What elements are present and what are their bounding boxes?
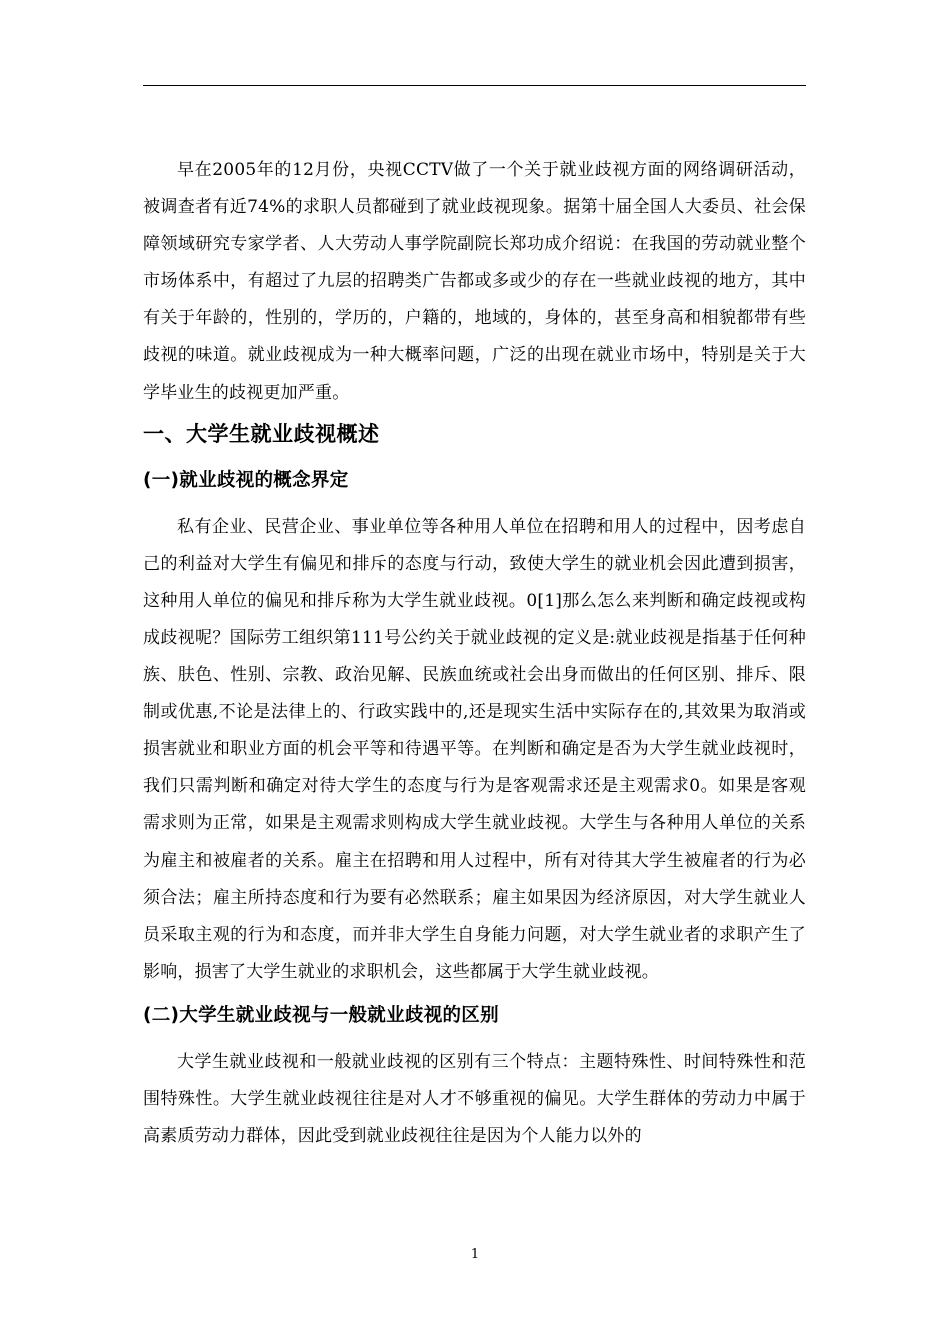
section-heading: 一、大学生就业歧视概述 — [143, 421, 380, 446]
subsection-2-paragraph: 大学生就业歧视和一般就业歧视的区别有三个特点：主题特殊性、时间特殊性和范围特殊性。大学生就业歧视往往是对人才不够重视的偏见。大学生群体的劳动力中属于高素质劳动力群体，因此受到就业歧视往往是因为个人能力以外的 — [143, 1051, 806, 1147]
document-body — [143, 152, 806, 1155]
subsection-1-paragraph: 私有企业、民营企业、事业单位等各种用人单位在招聘和用人的过程中，因考虑自己的利益对大学生有偏见和排斥的态度与行动，致使大学生的就业机会因此遭到损害，这种用人单位的偏见和排斥称为大学生就业歧视。0[1]那么怎么来判断和确定歧视或构成歧视呢？国际劳工组织第111号公约关于就业歧视的定义是:就业歧视是指基于任何种族、肤色、性别、宗教、政治见解、民族血统或社会出身而做出的任何区别、排斥、限制或优惠,不论是法律上的、行政实践中的,还是现实生活中实际存在的,其效果为取消或损害就业和职业方面的机会平等和待遇平等。在判断和确定是否为大学生就业歧视时，我们只需判断和确定对待大学生的态度与行为是客观需求还是主观需求0。如果是客观需求则为正常，如果是主观需求则构成大学生就业歧视。大学生与各种用人单位的关系为雇主和被雇者的关系。雇主在招聘和用人过程中，所有对待其大学生被雇者的行为必须合法；雇主所持态度和行为要有必然联系；雇主如果因为经济原因，对大学生就业人员采取主观的行为和态度，而并非大学生自身能力问题，对大学生就业者的求职产生了影响，损害了大学生就业的求职机会，这些都属于大学生就业歧视。 — [143, 516, 806, 982]
page-number: 1 — [470, 1247, 480, 1262]
intro-paragraph: 早在2005年的12月份，央视CCTV做了一个关于就业歧视方面的网络调研活动，被调查者有近74%的求职人员都碰到了就业歧视现象。据第十届全国人大委员、社会保障领域研究专家学者、人大劳动人事学院副院长郑功成介绍说：在我国的劳动就业整个市场体系中，有超过了九层的招聘类广告都或多或少的存在一些就业歧视的地方，其中有关于年龄的，性别的，学历的，户籍的，地域的，身体的，甚至身高和相貌都带有些歧视的味道。就业歧视成为一种大概率问题，广泛的出现在就业市场中，特别是关于大学毕业生的歧视更加严重。 — [143, 160, 806, 403]
subsection-heading-1: (一)就业歧视的概念界定 — [143, 469, 349, 491]
header-rule — [143, 85, 806, 86]
subsection-heading-2: (二)大学生就业歧视与一般就业歧视的区别 — [143, 1004, 499, 1026]
